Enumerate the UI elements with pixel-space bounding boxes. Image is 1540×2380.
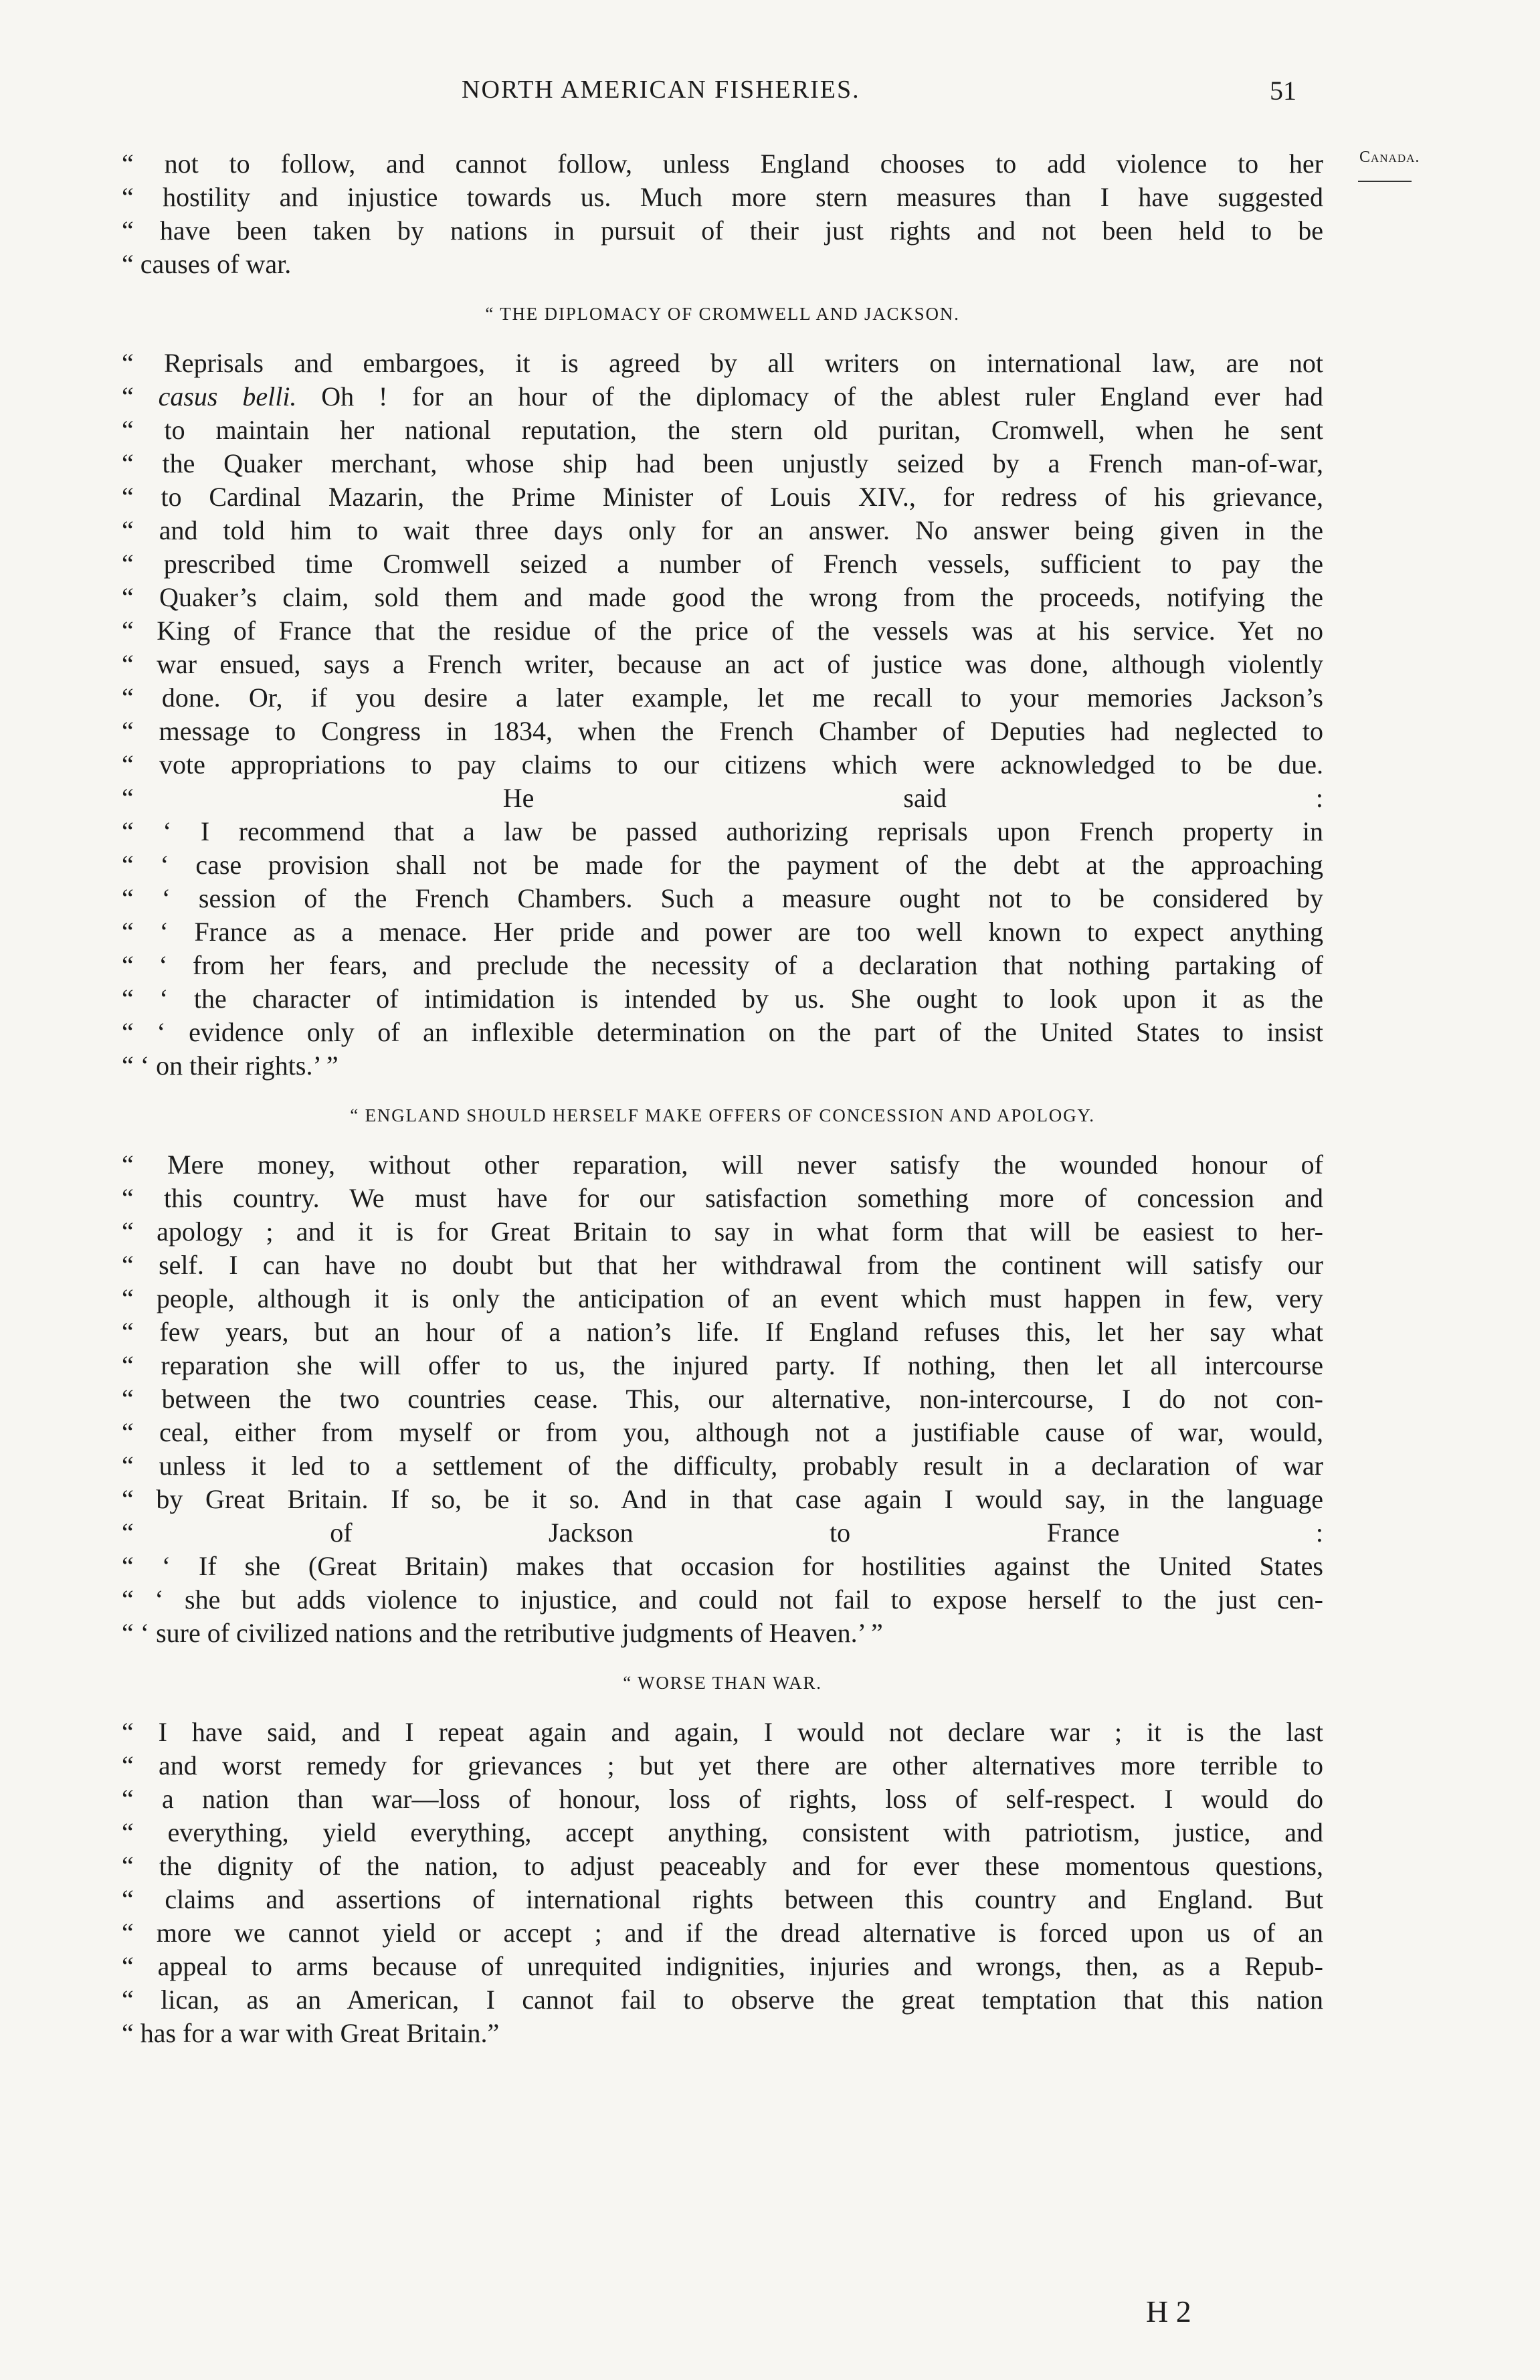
text-line: “ between the two countries cease. This, our alternative, non-intercourse, I do not con- [122, 1384, 1323, 1414]
text-line: “ causes of war. [122, 249, 292, 279]
section-heading: “ THE DIPLOMACY OF CROMWELL AND JACKSON. [485, 304, 960, 324]
text-line: “ everything, yield everything, accept anything, consistent with patriotism, justice, and [122, 1817, 1323, 1847]
text-line: “ ‘ I recommend that a law be passed authorizing reprisals upon French property in [122, 816, 1323, 846]
italic-term: casus belli. [158, 381, 297, 411]
text-line: “ has for a war with Great Britain.” [122, 2018, 500, 2048]
spacer [122, 1650, 1323, 1666]
text-line: “ vote appropriations to pay claims to our citizens which were acknowledged to be due. [122, 749, 1323, 780]
text-line: “ Quaker’s claim, sold them and made good the wrong from the proceeds, notifying the [122, 582, 1323, 612]
text-line: “ unless it led to a settlement of the difficulty, probably result in a declaration of war [122, 1451, 1323, 1481]
spacer [122, 1132, 1323, 1148]
text-line: “ of Jackson to France : [122, 1518, 1323, 1548]
paragraph [122, 347, 1323, 1083]
text-line: “ ‘ sure of civilized nations and the retributive judgments of Heaven.’ ” [122, 1618, 883, 1648]
text-line: “ few years, but an hour of a nation’s life. If England refuses this, let her say what [122, 1317, 1323, 1347]
spacer [122, 1083, 1323, 1099]
text-line: “ not to follow, and cannot follow, unless England chooses to add violence to her [122, 149, 1323, 179]
running-title: NORTH AMERICAN FISHERIES. [462, 76, 860, 104]
text-line: “ the dignity of the nation, to adjust peaceably and for ever these momentous questions, [122, 1851, 1323, 1881]
spacer [122, 1700, 1323, 1716]
text-line: “ ‘ evidence only of an inflexible determination on the part of the United States to insist [122, 1017, 1323, 1047]
text-line: “ by Great Britain. If so, be it so. And in that case again I would say, in the language [122, 1484, 1323, 1514]
page-number: 51 [1270, 76, 1296, 106]
text-line: “ ‘ If she (Great Britain) makes that occasion for hostilities against the United States [122, 1551, 1323, 1581]
text-line: “ casus belli. Oh ! for an hour of the diplomacy of the ablest ruler England ever had [122, 381, 1323, 411]
text-line: “ I have said, and I repeat again and again, I would not declare war ; it is the last [122, 1717, 1323, 1747]
text-line: “ more we cannot yield or accept ; and if the dread alternative is forced upon us of an [122, 1918, 1323, 1948]
text-line: “ ‘ she but adds violence to injustice, and could not fail to expose herself to the just cen- [122, 1584, 1323, 1615]
page-footer [0, 2294, 1540, 2334]
paragraph [122, 1148, 1323, 1650]
text-line: “ ‘ case provision shall not be made for the payment of the debt at the approaching [122, 850, 1323, 880]
text-line: “ He said : [122, 783, 1323, 813]
section-heading: “ ENGLAND SHOULD HERSELF MAKE OFFERS OF CONCESSION AND APOLOGY. [350, 1105, 1095, 1125]
text-line: “ ‘ on their rights.’ ” [122, 1050, 339, 1081]
spacer [122, 331, 1323, 347]
text-line: “ ‘ the character of intimidation is intended by us. She ought to look upon it as the [122, 984, 1323, 1014]
text-line: “ to Cardinal Mazarin, the Prime Minister of Louis XIV., for redress of his grievance, [122, 482, 1323, 512]
text-line: “ done. Or, if you desire a later example, let me recall to your memories Jackson’s [122, 682, 1323, 713]
page-header [0, 75, 1540, 115]
body-text [122, 147, 1323, 2050]
text-line: “ reparation she will offer to us, the injured party. If nothing, then let all intercourse [122, 1350, 1323, 1380]
text-line: “ Mere money, without other reparation, will never satisfy the wounded honour of [122, 1150, 1323, 1180]
text-line: “ Reprisals and embargoes, it is agreed by all writers on international law, are not [122, 348, 1323, 378]
text-line: “ message to Congress in 1834, when the French Chamber of Deputies had neglected to [122, 716, 1323, 746]
text-line: “ appeal to arms because of unrequited indignities, injuries and wrongs, then, as a Repub- [122, 1951, 1323, 1981]
section-heading: “ WORSE THAN WAR. [623, 1673, 822, 1693]
text-line: “ have been taken by nations in pursuit of their just rights and not been held to be [122, 215, 1323, 246]
text-line: “ ‘ session of the French Chambers. Such a measure ought not to be considered by [122, 883, 1323, 913]
spacer [122, 281, 1323, 297]
text-line: “ the Quaker merchant, whose ship had been unjustly seized by a French man-of-war, [122, 448, 1323, 478]
text-line: “ hostility and injustice towards us. Much more stern measures than I have suggested [122, 182, 1323, 212]
text-line: “ self. I can have no doubt but that her withdrawal from the continent will satisfy our [122, 1250, 1323, 1280]
text-line: “ ‘ France as a menace. Her pride and power are too well known to expect anything [122, 917, 1323, 947]
text-line: “ and told him to wait three days only for an answer. No answer being given in the [122, 515, 1323, 545]
text-line: “ this country. We must have for our satisfaction something more of concession and [122, 1183, 1323, 1213]
paragraph [122, 1716, 1323, 2050]
margin-note: Canada. [1359, 149, 1420, 166]
paragraph [122, 147, 1323, 281]
margin-rule [1358, 181, 1412, 182]
text-line: “ people, although it is only the anticipation of an event which must happen in few, very [122, 1283, 1323, 1313]
text-line: “ claims and assertions of international rights between this country and England. But [122, 1884, 1323, 1914]
text-line: “ ‘ from her fears, and preclude the necessity of a declaration that nothing partaking of [122, 950, 1323, 980]
text-line: “ and worst remedy for grievances ; but yet there are other alternatives more terrible to [122, 1750, 1323, 1780]
text-line: “ a nation than war—loss of honour, loss of rights, loss of self-respect. I would do [122, 1784, 1323, 1814]
text-line: “ King of France that the residue of the price of the vessels was at his service. Yet no [122, 616, 1323, 646]
text-line: “ to maintain her national reputation, the stern old puritan, Cromwell, when he sent [122, 415, 1323, 445]
signature-mark: H 2 [1146, 2294, 1191, 2328]
text-line: “ lican, as an American, I cannot fail to observe the great temptation that this nation [122, 1985, 1323, 2015]
text-line: “ ceal, either from myself or from you, although not a justifiable cause of war, would, [122, 1417, 1323, 1447]
text-line: “ apology ; and it is for Great Britain to say in what form that will be easiest to her- [122, 1216, 1323, 1247]
text-line: “ war ensued, says a French writer, because an act of justice was done, although violently [122, 649, 1323, 679]
text-line: “ prescribed time Cromwell seized a number of French vessels, sufficient to pay the [122, 549, 1323, 579]
